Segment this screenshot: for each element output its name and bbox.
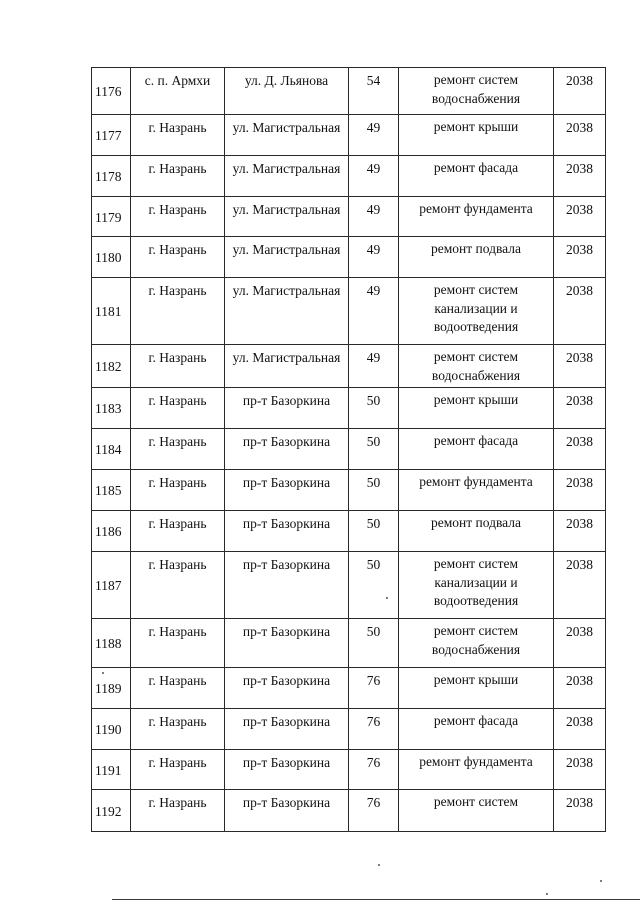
row-number-cell: 1192 xyxy=(92,790,131,832)
table-row xyxy=(92,197,606,237)
house-number-cell: 49 xyxy=(349,237,399,278)
street-cell: пр-т Базоркина xyxy=(225,552,349,619)
work-type-cell: ремонт крыши xyxy=(399,115,554,156)
work-type-cell: ремонт фундамента xyxy=(399,197,554,237)
year-cell: 2038 xyxy=(554,619,606,668)
table-row xyxy=(92,278,606,345)
street-cell: пр-т Базоркина xyxy=(225,709,349,750)
house-number-cell: 49 xyxy=(349,115,399,156)
work-type-cell: ремонт систем водоснабжения xyxy=(399,619,554,668)
locality-cell: с. п. Армхи xyxy=(131,68,225,115)
house-number-cell: 49 xyxy=(349,345,399,388)
year-cell: 2038 xyxy=(554,709,606,750)
house-number-cell: 49 xyxy=(349,197,399,237)
locality-cell: г. Назрань xyxy=(131,156,225,197)
locality-cell: г. Назрань xyxy=(131,619,225,668)
year-cell: 2038 xyxy=(554,156,606,197)
row-number-cell: 1187 xyxy=(92,552,131,619)
work-type-cell: ремонт фасада xyxy=(399,156,554,197)
work-type-cell: ремонт систем водоснабжения xyxy=(399,345,554,388)
year-cell: 2038 xyxy=(554,197,606,237)
year-cell: 2038 xyxy=(554,345,606,388)
locality-cell: г. Назрань xyxy=(131,790,225,832)
row-number-cell: 1186 xyxy=(92,511,131,552)
street-cell: ул. Магистральная xyxy=(225,237,349,278)
house-number-cell: 76 xyxy=(349,668,399,709)
row-number-cell: 1190 xyxy=(92,709,131,750)
house-number-cell: 50 xyxy=(349,470,399,511)
street-cell: пр-т Базоркина xyxy=(225,388,349,429)
table-row xyxy=(92,345,606,388)
street-cell: пр-т Базоркина xyxy=(225,429,349,470)
row-number-cell: 1179 xyxy=(92,197,131,237)
year-cell: 2038 xyxy=(554,668,606,709)
scan-speck xyxy=(102,672,104,674)
street-cell: пр-т Базоркина xyxy=(225,750,349,790)
table-body xyxy=(92,68,606,832)
page-bottom-rule xyxy=(112,899,640,900)
street-cell: пр-т Базоркина xyxy=(225,668,349,709)
locality-cell: г. Назрань xyxy=(131,552,225,619)
work-type-cell: ремонт систем xyxy=(399,790,554,832)
locality-cell: г. Назрань xyxy=(131,709,225,750)
work-type-cell: ремонт фасада xyxy=(399,429,554,470)
table-row xyxy=(92,709,606,750)
work-type-cell: ремонт фасада xyxy=(399,709,554,750)
row-number-cell: 1188 xyxy=(92,619,131,668)
year-cell: 2038 xyxy=(554,790,606,832)
table-row xyxy=(92,68,606,115)
locality-cell: г. Назрань xyxy=(131,750,225,790)
street-cell: пр-т Базоркина xyxy=(225,470,349,511)
scan-speck xyxy=(546,893,548,895)
row-number-cell: 1185 xyxy=(92,470,131,511)
row-number-cell: 1184 xyxy=(92,429,131,470)
table-row xyxy=(92,668,606,709)
house-number-cell: 76 xyxy=(349,709,399,750)
street-cell: пр-т Базоркина xyxy=(225,619,349,668)
work-type-cell: ремонт подвала xyxy=(399,237,554,278)
work-type-cell: ремонт систем канализации и водоотведения xyxy=(399,552,554,619)
year-cell: 2038 xyxy=(554,237,606,278)
scan-speck xyxy=(378,864,380,866)
street-cell: ул. Д. Льянова xyxy=(225,68,349,115)
locality-cell: г. Назрань xyxy=(131,429,225,470)
locality-cell: г. Назрань xyxy=(131,237,225,278)
locality-cell: г. Назрань xyxy=(131,388,225,429)
house-number-cell: 50 xyxy=(349,429,399,470)
row-number-cell: 1180 xyxy=(92,237,131,278)
table-row xyxy=(92,790,606,832)
house-number-cell: 76 xyxy=(349,750,399,790)
scan-speck xyxy=(386,597,388,599)
locality-cell: г. Назрань xyxy=(131,345,225,388)
table-row xyxy=(92,470,606,511)
year-cell: 2038 xyxy=(554,68,606,115)
row-number-cell: 1176 xyxy=(92,68,131,115)
row-number-cell: 1191 xyxy=(92,750,131,790)
row-number-cell: 1177 xyxy=(92,115,131,156)
work-type-cell: ремонт фундамента xyxy=(399,470,554,511)
row-number-cell: 1182 xyxy=(92,345,131,388)
table-row xyxy=(92,156,606,197)
house-number-cell: 49 xyxy=(349,278,399,345)
house-number-cell: 54 xyxy=(349,68,399,115)
year-cell: 2038 xyxy=(554,511,606,552)
row-number-cell: 1178 xyxy=(92,156,131,197)
year-cell: 2038 xyxy=(554,750,606,790)
street-cell: пр-т Базоркина xyxy=(225,511,349,552)
table-row xyxy=(92,619,606,668)
street-cell: пр-т Базоркина xyxy=(225,790,349,832)
table-row xyxy=(92,511,606,552)
row-number-cell: 1189 xyxy=(92,668,131,709)
scan-speck xyxy=(600,880,602,882)
house-number-cell: 50 xyxy=(349,619,399,668)
locality-cell: г. Назрань xyxy=(131,470,225,511)
street-cell: ул. Магистральная xyxy=(225,115,349,156)
house-number-cell: 76 xyxy=(349,790,399,832)
table-row xyxy=(92,115,606,156)
locality-cell: г. Назрань xyxy=(131,278,225,345)
year-cell: 2038 xyxy=(554,552,606,619)
year-cell: 2038 xyxy=(554,470,606,511)
locality-cell: г. Назрань xyxy=(131,197,225,237)
year-cell: 2038 xyxy=(554,115,606,156)
year-cell: 2038 xyxy=(554,278,606,345)
work-type-cell: ремонт подвала xyxy=(399,511,554,552)
year-cell: 2038 xyxy=(554,429,606,470)
street-cell: ул. Магистральная xyxy=(225,345,349,388)
locality-cell: г. Назрань xyxy=(131,115,225,156)
house-number-cell: 49 xyxy=(349,156,399,197)
street-cell: ул. Магистральная xyxy=(225,197,349,237)
locality-cell: г. Назрань xyxy=(131,511,225,552)
table-row xyxy=(92,750,606,790)
table-row xyxy=(92,552,606,619)
house-number-cell: 50 xyxy=(349,552,399,619)
work-type-cell: ремонт систем водоснабжения xyxy=(399,68,554,115)
year-cell: 2038 xyxy=(554,388,606,429)
row-number-cell: 1181 xyxy=(92,278,131,345)
house-number-cell: 50 xyxy=(349,511,399,552)
work-type-cell: ремонт фундамента xyxy=(399,750,554,790)
street-cell: ул. Магистральная xyxy=(225,156,349,197)
table-row xyxy=(92,388,606,429)
street-cell: ул. Магистральная xyxy=(225,278,349,345)
row-number-cell: 1183 xyxy=(92,388,131,429)
work-type-cell: ремонт систем канализации и водоотведения xyxy=(399,278,554,345)
house-number-cell: 50 xyxy=(349,388,399,429)
work-type-cell: ремонт крыши xyxy=(399,388,554,429)
repair-schedule-table xyxy=(91,67,606,832)
locality-cell: г. Назрань xyxy=(131,668,225,709)
table-row xyxy=(92,429,606,470)
work-type-cell: ремонт крыши xyxy=(399,668,554,709)
table-row xyxy=(92,237,606,278)
